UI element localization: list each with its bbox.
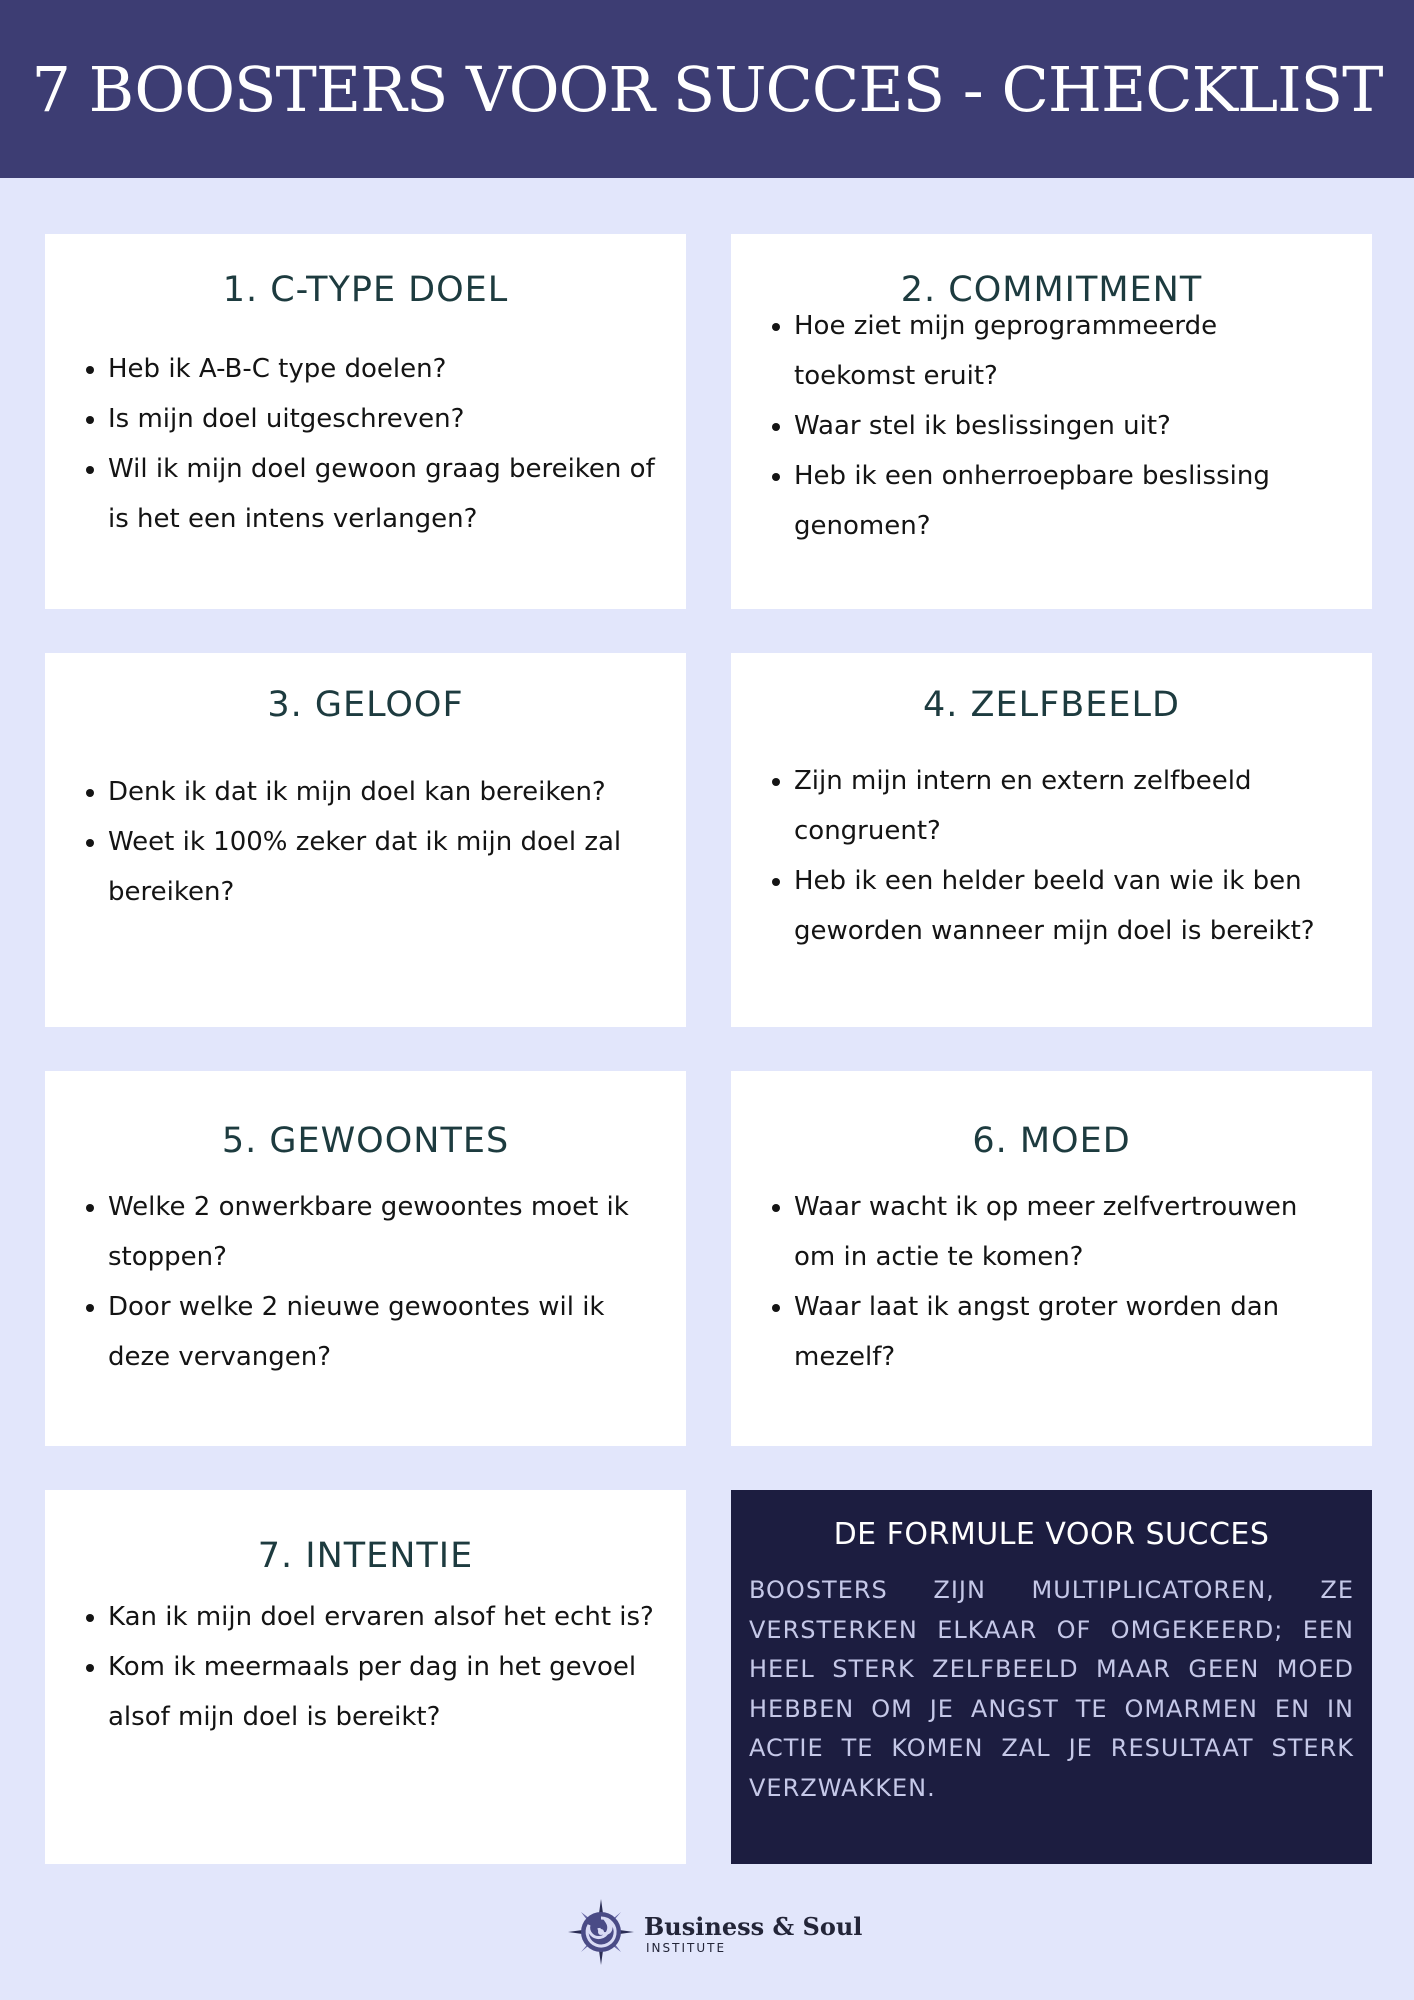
card-title: 4. ZELFBEELD: [923, 685, 1180, 725]
list-item: • Weet ik 100% zeker dat ik mijn doel zal bereiken?: [108, 817, 656, 917]
formula-text: BOOSTERS ZIJN MULTIPLICATOREN, ZE VERSTERKEN ELKAAR OF OMGEKEERD; EEN HEEL STERK ZELFBEELD MAAR GEEN MOED HEBBEN OM JE ANGST TE OMARMEN EN IN ACTIE TE KOMEN ZAL JE RESULTAAT STERK VERZWAKKEN.: [749, 1576, 1354, 1802]
list-item: • Door welke 2 nieuwe gewoontes wil ik deze vervangen?: [108, 1282, 656, 1382]
list-item: • Zijn mijn intern en extern zelfbeeld congruent?: [794, 756, 1342, 856]
booster-card-intentie: [45, 1490, 686, 1864]
card-title: 6. MOED: [972, 1121, 1131, 1161]
question-list: [761, 756, 1342, 956]
list-item: • Denk ik dat ik mijn doel kan bereiken?: [108, 767, 656, 817]
card-title: 7. INTENTIE: [257, 1536, 474, 1576]
question-list: [75, 1592, 656, 1742]
list-item: • Hoe ziet mijn geprogrammeerde toekomst eruit?: [794, 301, 1342, 401]
question-list: [75, 767, 656, 917]
logo-name: Business & Soul: [644, 1912, 863, 1941]
page-title: 7 BOOSTERS VOOR SUCCES - CHECKLIST: [31, 52, 1383, 126]
booster-card-zelfbeeld: [731, 653, 1372, 1027]
card-title: 5. GEWOONTES: [221, 1121, 510, 1161]
page-header: [0, 0, 1414, 178]
logo-text: [644, 1913, 862, 1955]
success-formula-box: [731, 1490, 1372, 1864]
formula-title: DE FORMULE VOOR SUCCES: [833, 1517, 1270, 1552]
list-item: • Heb ik A-B-C type doelen?: [108, 344, 656, 394]
list-item: • Is mijn doel uitgeschreven?: [108, 394, 656, 444]
logo-subtitle: INSTITUTE: [646, 1941, 727, 1955]
booster-card-c-type-doel: [45, 234, 686, 609]
booster-card-gewoontes: [45, 1071, 686, 1446]
list-item: • Waar stel ik beslissingen uit?: [794, 401, 1342, 451]
question-list: [75, 1182, 656, 1382]
list-item: • Heb ik een helder beeld van wie ik ben geworden wanneer mijn doel is bereikt?: [794, 856, 1342, 956]
list-item: • Welke 2 onwerkbare gewoontes moet ik stoppen?: [108, 1182, 656, 1282]
question-list: [75, 344, 656, 544]
card-title: 3. GELOOF: [267, 685, 464, 725]
spiral-compass-icon: [566, 1897, 636, 1971]
list-item: • Waar laat ik angst groter worden dan mezelf?: [794, 1282, 1342, 1382]
question-list: [761, 1182, 1342, 1382]
list-item: • Kan ik mijn doel ervaren alsof het echt is?: [108, 1592, 656, 1642]
list-item: • Heb ik een onherroepbare beslissing genomen?: [794, 451, 1342, 551]
card-title: 2. COMMITMENT: [900, 270, 1203, 310]
question-list: [761, 301, 1342, 551]
booster-card-moed: [731, 1071, 1372, 1446]
booster-card-geloof: [45, 653, 686, 1027]
list-item: • Waar wacht ik op meer zelfvertrouwen om in actie te komen?: [794, 1182, 1342, 1282]
booster-card-commitment: [731, 234, 1372, 609]
list-item: • Wil ik mijn doel gewoon graag bereiken of is het een intens verlangen?: [108, 444, 656, 544]
business-soul-logo: [566, 1897, 862, 1971]
list-item: • Kom ik meermaals per dag in het gevoel alsof mijn doel is bereikt?: [108, 1642, 656, 1742]
card-title: 1. C-TYPE DOEL: [222, 270, 509, 310]
